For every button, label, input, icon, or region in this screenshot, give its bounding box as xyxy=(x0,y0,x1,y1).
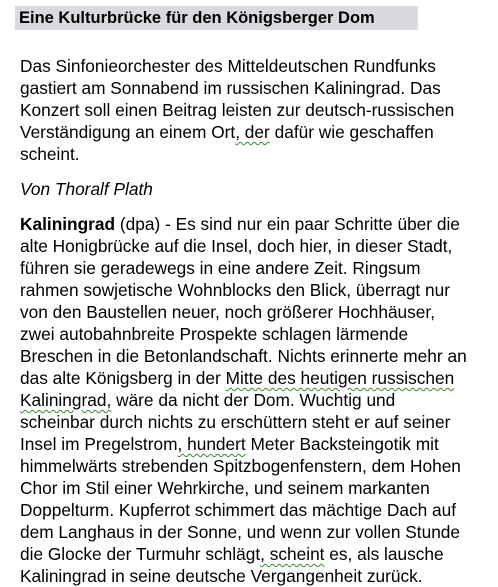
title-highlight xyxy=(15,6,418,30)
text-run: es, als lausche xyxy=(324,544,444,564)
body-line: dem Langhaus in der Sonne, und wenn zur vollen Stunde xyxy=(20,522,461,542)
text-run: die Glocke der Turmuhr schlägt xyxy=(20,544,261,564)
body-line: zwei autobahnbreite Prospekte schlagen lärmende xyxy=(20,324,409,344)
body-line: himmelwärts strebenden Spitzbogenfenstern, dem Hohen xyxy=(20,456,461,476)
body-line xyxy=(20,213,460,235)
grammar-flagged-text: , hundert xyxy=(177,434,246,454)
text-run: Meter Backsteingotik mit xyxy=(245,434,439,454)
text-run: (dpa) - Es sind nur ein paar Schritte über die xyxy=(115,214,460,234)
intro-line: Das Sinfonieorchester des Mitteldeutschen Rundfunks xyxy=(20,56,436,76)
text-run: dafür wie geschaffen xyxy=(269,122,434,142)
intro-line xyxy=(20,121,434,143)
body-line: Doppelturm. Kupferrot schimmert das mächtige Dach auf xyxy=(20,500,457,520)
grammar-flagged-text: Kaliningrad, xyxy=(20,390,112,410)
grammar-flagged-text: , der xyxy=(235,122,270,142)
body-line: Kaliningrad in seine deutsche Vergangenheit zurück. xyxy=(20,566,423,586)
body-line: Breschen in die Betonlandschaft. Nichts erinnerte mehr an xyxy=(20,346,467,366)
body-line: Chor im Stil einer Wehrkirche, und seinem markanten xyxy=(20,478,430,498)
body-line xyxy=(20,367,454,389)
intro-line: gastiert am Sonnabend im russischen Kaliningrad. Das xyxy=(20,78,441,98)
grammar-flagged-text: Mitte des heutigen russischen xyxy=(225,368,455,388)
intro-line: Konzert soll einen Beitrag leisten zur deutsch-russischen xyxy=(20,100,455,120)
body-line xyxy=(20,543,444,565)
body-line: scheinbar durch nichts zu erschüttern steht er auf seiner xyxy=(20,412,451,432)
body-line xyxy=(20,389,395,411)
body-line: alte Honigbrücke auf die Insel, doch hier, in dieser Stadt, xyxy=(20,236,453,256)
text-run: wäre da nicht der Dom. Wuchtig und xyxy=(111,390,396,410)
byline: Von Thoralf Plath xyxy=(20,179,153,199)
text-run: das alte Königsberg in der xyxy=(20,368,226,388)
intro-line: scheint. xyxy=(20,144,80,164)
body-line: von den Baustellen neuer, noch größerer Hochhäuser, xyxy=(20,302,436,322)
grammar-flagged-text: , scheint xyxy=(260,544,325,564)
body-line xyxy=(20,433,439,455)
body-line: rahmen sowjetische Wohnblocks den Blick, überragt nur xyxy=(20,280,451,300)
article-title: Eine Kulturbrücke für den Königsberger Dom xyxy=(19,9,375,27)
text-run: Insel im Pregelstrom xyxy=(20,434,178,454)
dateline: Kaliningrad xyxy=(20,214,116,234)
body-line: führen sie geradewegs in eine andere Zeit. Ringsum xyxy=(20,258,421,278)
text-run: Verständigung an einem Ort xyxy=(20,122,236,142)
